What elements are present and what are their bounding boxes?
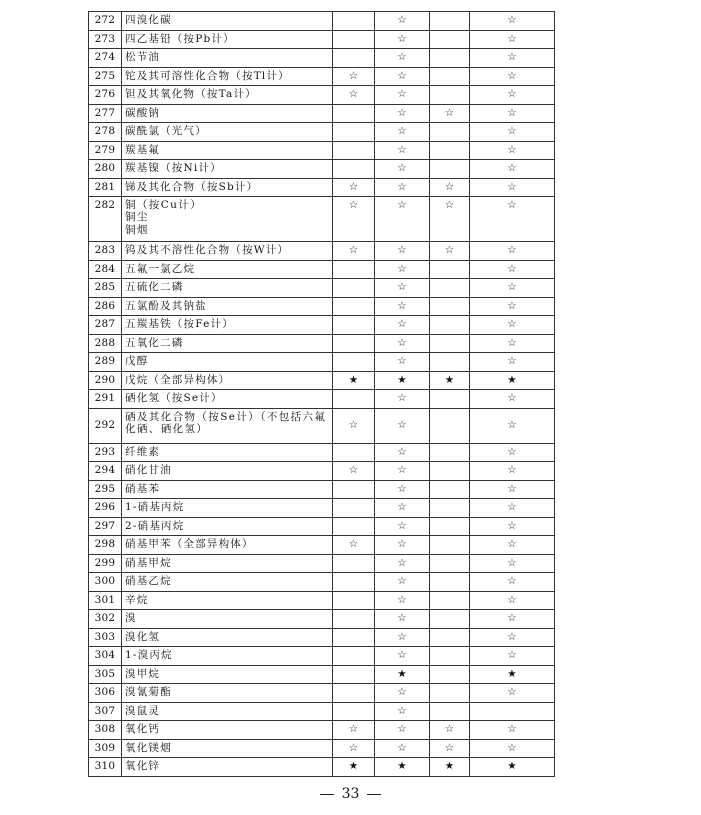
mark-col-4: ☆ — [470, 178, 555, 197]
mark-col-3 — [430, 316, 470, 335]
mark-col-1 — [333, 499, 375, 518]
mark-col-2: ☆ — [375, 297, 430, 316]
mark-col-3 — [430, 554, 470, 573]
mark-col-4: ☆ — [470, 141, 555, 160]
mark-col-2: ☆ — [375, 242, 430, 261]
mark-col-1: ☆ — [333, 721, 375, 740]
mark-col-3 — [430, 462, 470, 481]
mark-col-2: ☆ — [375, 443, 430, 462]
mark-col-4: ☆ — [470, 573, 555, 592]
mark-col-4: ☆ — [470, 684, 555, 703]
mark-col-4: ☆ — [470, 390, 555, 409]
table-row — [89, 160, 555, 179]
mark-col-4: ☆ — [470, 462, 555, 481]
substance-name: 1-硝基丙烷 — [122, 499, 333, 518]
row-number: 291 — [89, 390, 122, 409]
substance-name: 氧化钙 — [122, 721, 333, 740]
row-number: 299 — [89, 554, 122, 573]
mark-col-1: ☆ — [333, 178, 375, 197]
row-number: 272 — [89, 12, 122, 31]
mark-col-2: ☆ — [375, 573, 430, 592]
substance-name: 五羰基铁（按Fe计） — [122, 316, 333, 335]
mark-col-2: ☆ — [375, 49, 430, 68]
table-row — [89, 684, 555, 703]
mark-col-4: ☆ — [470, 647, 555, 666]
table-row — [89, 67, 555, 86]
mark-col-2: ☆ — [375, 86, 430, 105]
mark-col-4: ★ — [470, 665, 555, 684]
mark-col-2: ☆ — [375, 197, 430, 242]
mark-col-4: ☆ — [470, 739, 555, 758]
mark-col-4: ☆ — [470, 591, 555, 610]
mark-col-2: ☆ — [375, 721, 430, 740]
table-row — [89, 30, 555, 49]
mark-col-4: ☆ — [470, 334, 555, 353]
mark-col-3 — [430, 353, 470, 372]
mark-col-3 — [430, 67, 470, 86]
mark-col-2: ☆ — [375, 178, 430, 197]
mark-col-1 — [333, 141, 375, 160]
mark-col-2: ★ — [375, 665, 430, 684]
row-number: 300 — [89, 573, 122, 592]
substance-name: 硝基甲苯（全部异构体） — [122, 536, 333, 555]
table-row — [89, 279, 555, 298]
mark-col-1 — [333, 12, 375, 31]
substance-name: 溴甲烷 — [122, 665, 333, 684]
mark-col-3 — [430, 30, 470, 49]
row-number: 310 — [89, 758, 122, 777]
table-row — [89, 371, 555, 390]
mark-col-3 — [430, 591, 470, 610]
row-number: 297 — [89, 517, 122, 536]
mark-col-1 — [333, 160, 375, 179]
row-number: 305 — [89, 665, 122, 684]
mark-col-4: ☆ — [470, 30, 555, 49]
table-row — [89, 554, 555, 573]
substance-name: 氧化锌 — [122, 758, 333, 777]
mark-col-3: ☆ — [430, 197, 470, 242]
mark-col-3 — [430, 123, 470, 142]
substance-name: 铊及其可溶性化合物（按Tl计） — [122, 67, 333, 86]
substance-name: 溴鼠灵 — [122, 702, 333, 721]
table-row — [89, 141, 555, 160]
mark-col-3 — [430, 86, 470, 105]
mark-col-4: ☆ — [470, 721, 555, 740]
substance-name: 钨及其不溶性化合物（按W计） — [122, 242, 333, 261]
substance-name: 四溴化碳 — [122, 12, 333, 31]
substance-name: 辛烷 — [122, 591, 333, 610]
mark-col-4: ☆ — [470, 279, 555, 298]
mark-col-1 — [333, 665, 375, 684]
mark-col-1 — [333, 628, 375, 647]
mark-col-2: ☆ — [375, 279, 430, 298]
row-number: 296 — [89, 499, 122, 518]
table-row — [89, 12, 555, 31]
mark-col-1: ☆ — [333, 242, 375, 261]
mark-col-2: ☆ — [375, 647, 430, 666]
mark-col-4: ☆ — [470, 123, 555, 142]
substance-name: 硒及其化合物（按Se计）（不包括六氟化硒、硒化氢） — [122, 408, 333, 443]
substance-name: 溴氰菊酯 — [122, 684, 333, 703]
row-number: 298 — [89, 536, 122, 555]
mark-col-4: ☆ — [470, 353, 555, 372]
substance-name: 硝基乙烷 — [122, 573, 333, 592]
row-number: 288 — [89, 334, 122, 353]
mark-col-4: ☆ — [470, 260, 555, 279]
mark-col-2: ☆ — [375, 408, 430, 443]
mark-col-2: ★ — [375, 371, 430, 390]
mark-col-1: ★ — [333, 371, 375, 390]
mark-col-2: ☆ — [375, 517, 430, 536]
row-number: 278 — [89, 123, 122, 142]
table-row — [89, 721, 555, 740]
mark-col-4: ☆ — [470, 499, 555, 518]
row-number: 280 — [89, 160, 122, 179]
substance-name: 1-溴丙烷 — [122, 647, 333, 666]
mark-col-1 — [333, 297, 375, 316]
row-number: 292 — [89, 408, 122, 443]
mark-col-2: ☆ — [375, 334, 430, 353]
mark-col-3 — [430, 536, 470, 555]
mark-col-2: ☆ — [375, 684, 430, 703]
mark-col-4 — [470, 702, 555, 721]
mark-col-4: ☆ — [470, 160, 555, 179]
mark-col-2: ☆ — [375, 12, 430, 31]
mark-col-1: ☆ — [333, 86, 375, 105]
page-number-dash-right — [367, 794, 381, 795]
substance-name: 2-硝基丙烷 — [122, 517, 333, 536]
mark-col-3: ☆ — [430, 178, 470, 197]
mark-col-1 — [333, 334, 375, 353]
mark-col-3: ☆ — [430, 739, 470, 758]
substance-name: 五硫化二磷 — [122, 279, 333, 298]
mark-col-3 — [430, 408, 470, 443]
substance-name: 硝基甲烷 — [122, 554, 333, 573]
table-row — [89, 104, 555, 123]
row-number: 286 — [89, 297, 122, 316]
mark-col-1 — [333, 390, 375, 409]
mark-col-1 — [333, 260, 375, 279]
mark-col-2: ☆ — [375, 390, 430, 409]
table-body — [89, 12, 555, 777]
table-row — [89, 178, 555, 197]
mark-col-1: ☆ — [333, 462, 375, 481]
mark-col-4: ★ — [470, 758, 555, 777]
row-number: 303 — [89, 628, 122, 647]
mark-col-1: ★ — [333, 758, 375, 777]
substance-name: 硒化氢（按Se计） — [122, 390, 333, 409]
table-row — [89, 197, 555, 242]
mark-col-1: ☆ — [333, 536, 375, 555]
mark-col-4: ★ — [470, 371, 555, 390]
mark-col-3: ☆ — [430, 721, 470, 740]
mark-col-3 — [430, 665, 470, 684]
mark-col-2: ☆ — [375, 554, 430, 573]
mark-col-2: ★ — [375, 758, 430, 777]
substance-name: 碳酸钠 — [122, 104, 333, 123]
mark-col-4: ☆ — [470, 297, 555, 316]
mark-col-3 — [430, 573, 470, 592]
substance-name: 松节油 — [122, 49, 333, 68]
mark-col-3: ★ — [430, 371, 470, 390]
mark-col-4: ☆ — [470, 408, 555, 443]
mark-col-1 — [333, 554, 375, 573]
mark-col-4: ☆ — [470, 49, 555, 68]
mark-col-2: ☆ — [375, 123, 430, 142]
page-number-dash-left — [320, 794, 334, 795]
mark-col-1 — [333, 517, 375, 536]
mark-col-1 — [333, 480, 375, 499]
table-row — [89, 517, 555, 536]
substance-name: 铜（按Cu计） 铜尘 铜烟 — [122, 197, 333, 242]
mark-col-1 — [333, 30, 375, 49]
row-number: 275 — [89, 67, 122, 86]
mark-col-1 — [333, 123, 375, 142]
mark-col-4: ☆ — [470, 67, 555, 86]
mark-col-1 — [333, 647, 375, 666]
substance-name: 溴化氢 — [122, 628, 333, 647]
table-row — [89, 591, 555, 610]
table-row — [89, 260, 555, 279]
mark-col-1 — [333, 573, 375, 592]
mark-col-2: ☆ — [375, 67, 430, 86]
table-row — [89, 443, 555, 462]
table-row — [89, 390, 555, 409]
mark-col-4: ☆ — [470, 610, 555, 629]
row-number: 285 — [89, 279, 122, 298]
row-number: 304 — [89, 647, 122, 666]
mark-col-1 — [333, 443, 375, 462]
substance-table — [88, 11, 555, 777]
row-number: 289 — [89, 353, 122, 372]
table-row — [89, 499, 555, 518]
mark-col-2: ☆ — [375, 260, 430, 279]
mark-col-3 — [430, 517, 470, 536]
row-number: 308 — [89, 721, 122, 740]
mark-col-1 — [333, 316, 375, 335]
table-row — [89, 123, 555, 142]
mark-col-1: ☆ — [333, 739, 375, 758]
table-row — [89, 610, 555, 629]
page-number-text: 33 — [341, 786, 360, 802]
substance-name: 五氯酚及其钠盐 — [122, 297, 333, 316]
table-row — [89, 739, 555, 758]
mark-col-3 — [430, 334, 470, 353]
substance-name: 碳酰氯（光气） — [122, 123, 333, 142]
table-row — [89, 297, 555, 316]
mark-col-1: ☆ — [333, 67, 375, 86]
substance-name: 戊烷（全部异构体） — [122, 371, 333, 390]
substance-name: 羰基氟 — [122, 141, 333, 160]
mark-col-3 — [430, 49, 470, 68]
mark-col-1 — [333, 702, 375, 721]
mark-col-1 — [333, 591, 375, 610]
row-number: 295 — [89, 480, 122, 499]
substance-name: 五氧化二磷 — [122, 334, 333, 353]
row-number: 307 — [89, 702, 122, 721]
mark-col-3: ☆ — [430, 104, 470, 123]
substance-name: 五氟一氯乙烷 — [122, 260, 333, 279]
mark-col-4: ☆ — [470, 86, 555, 105]
mark-col-1 — [333, 104, 375, 123]
row-number: 294 — [89, 462, 122, 481]
mark-col-3 — [430, 702, 470, 721]
mark-col-3 — [430, 647, 470, 666]
mark-col-4: ☆ — [470, 480, 555, 499]
mark-col-2: ☆ — [375, 141, 430, 160]
mark-col-2: ☆ — [375, 591, 430, 610]
table-row — [89, 408, 555, 443]
row-number: 284 — [89, 260, 122, 279]
row-number: 306 — [89, 684, 122, 703]
mark-col-2: ☆ — [375, 739, 430, 758]
mark-col-1 — [333, 49, 375, 68]
table-row — [89, 628, 555, 647]
mark-col-2: ☆ — [375, 316, 430, 335]
mark-col-2: ☆ — [375, 353, 430, 372]
row-number: 273 — [89, 30, 122, 49]
row-number: 277 — [89, 104, 122, 123]
row-number: 301 — [89, 591, 122, 610]
table-row — [89, 353, 555, 372]
mark-col-2: ☆ — [375, 30, 430, 49]
substance-name: 钽及其氧化物（按Ta计） — [122, 86, 333, 105]
mark-col-2: ☆ — [375, 628, 430, 647]
mark-col-4: ☆ — [470, 242, 555, 261]
row-number: 309 — [89, 739, 122, 758]
substance-name: 四乙基铅（按Pb计） — [122, 30, 333, 49]
mark-col-3 — [430, 610, 470, 629]
row-number: 279 — [89, 141, 122, 160]
substance-name: 羰基镍（按Ni计） — [122, 160, 333, 179]
mark-col-2: ☆ — [375, 536, 430, 555]
row-number: 302 — [89, 610, 122, 629]
mark-col-4: ☆ — [470, 517, 555, 536]
table-row — [89, 316, 555, 335]
mark-col-2: ☆ — [375, 104, 430, 123]
table-row — [89, 536, 555, 555]
mark-col-4: ☆ — [470, 197, 555, 242]
mark-col-3 — [430, 390, 470, 409]
row-number: 281 — [89, 178, 122, 197]
substance-name: 硝化甘油 — [122, 462, 333, 481]
row-number: 282 — [89, 197, 122, 242]
table-row — [89, 702, 555, 721]
mark-col-3 — [430, 260, 470, 279]
table-row — [89, 86, 555, 105]
mark-col-4: ☆ — [470, 554, 555, 573]
row-number: 290 — [89, 371, 122, 390]
mark-col-3 — [430, 12, 470, 31]
mark-col-1 — [333, 684, 375, 703]
substance-name: 氧化镁烟 — [122, 739, 333, 758]
mark-col-3 — [430, 141, 470, 160]
row-number: 276 — [89, 86, 122, 105]
mark-col-2: ☆ — [375, 499, 430, 518]
mark-col-2: ☆ — [375, 160, 430, 179]
mark-col-4: ☆ — [470, 12, 555, 31]
mark-col-3: ☆ — [430, 242, 470, 261]
table-row — [89, 49, 555, 68]
mark-col-4: ☆ — [470, 104, 555, 123]
table-row — [89, 242, 555, 261]
table-row — [89, 758, 555, 777]
mark-col-1 — [333, 353, 375, 372]
mark-col-3 — [430, 279, 470, 298]
table-row — [89, 665, 555, 684]
table-row — [89, 462, 555, 481]
row-number: 283 — [89, 242, 122, 261]
mark-col-3 — [430, 443, 470, 462]
substance-name: 纤维素 — [122, 443, 333, 462]
mark-col-2: ☆ — [375, 480, 430, 499]
substance-name: 锑及其化合物（按Sb计） — [122, 178, 333, 197]
mark-col-2: ☆ — [375, 462, 430, 481]
row-number: 274 — [89, 49, 122, 68]
mark-col-3 — [430, 480, 470, 499]
mark-col-1: ☆ — [333, 408, 375, 443]
mark-col-3 — [430, 628, 470, 647]
row-number: 293 — [89, 443, 122, 462]
table-row — [89, 334, 555, 353]
page-number — [0, 786, 701, 802]
mark-col-3 — [430, 684, 470, 703]
mark-col-2: ☆ — [375, 702, 430, 721]
mark-col-1 — [333, 610, 375, 629]
mark-col-3 — [430, 160, 470, 179]
substance-name: 溴 — [122, 610, 333, 629]
mark-col-3: ★ — [430, 758, 470, 777]
mark-col-1 — [333, 279, 375, 298]
mark-col-1: ☆ — [333, 197, 375, 242]
substance-name: 硝基苯 — [122, 480, 333, 499]
substance-name: 戊醇 — [122, 353, 333, 372]
mark-col-4: ☆ — [470, 443, 555, 462]
row-number: 287 — [89, 316, 122, 335]
mark-col-3 — [430, 297, 470, 316]
mark-col-4: ☆ — [470, 628, 555, 647]
table-row — [89, 573, 555, 592]
mark-col-2: ☆ — [375, 610, 430, 629]
table-row — [89, 480, 555, 499]
mark-col-3 — [430, 499, 470, 518]
mark-col-4: ☆ — [470, 536, 555, 555]
table-row — [89, 647, 555, 666]
mark-col-4: ☆ — [470, 316, 555, 335]
